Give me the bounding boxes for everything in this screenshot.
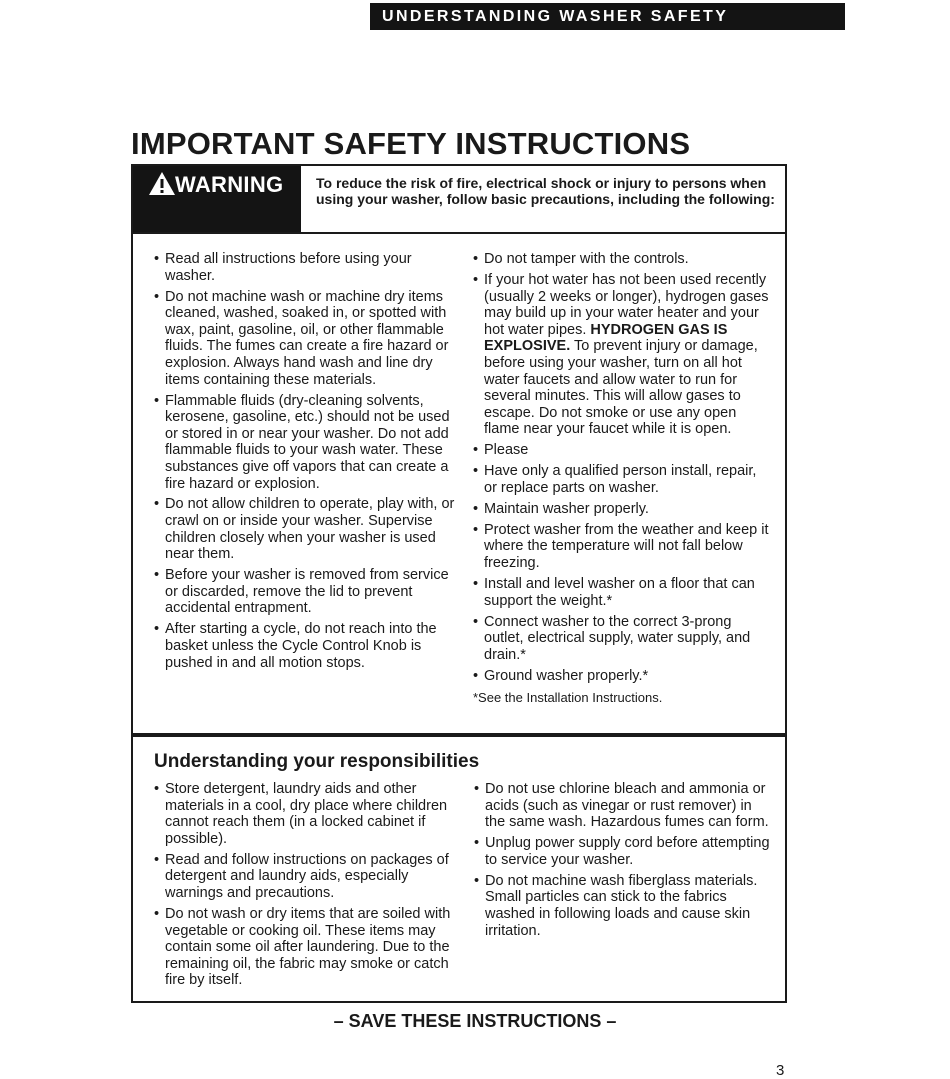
warning-box xyxy=(131,164,787,234)
item-text: If your hot water has not been used recently (usually 2 weeks or longer), hydrogen gases may build up in your water heater and your hot water pipes. xyxy=(484,271,769,338)
list-item: • Read all instructions before using your washer. xyxy=(154,251,459,284)
safety-list-right xyxy=(473,251,769,711)
section-header-bar: UNDERSTANDING WASHER SAFETY xyxy=(370,3,845,30)
list-item: • Flammable fluids (dry-cleaning solvents, kerosene, gasoline, etc.) should not be used or stored in or near your washer. Do not add flammable fluids to your wash water. These substances give off vapors that can create a fire hazard or explosion. xyxy=(154,393,459,493)
hydrogen-warning-text: HYDROGEN GAS IS EXPLOSIVE. xyxy=(484,321,728,355)
list-item: • Do not machine wash fiberglass materials. Small particles can stick to the fabrics washed in following loads and cause skin irritation. xyxy=(474,873,770,939)
warning-triangle-icon xyxy=(148,171,176,196)
installation-footnote: *See the Installation Instructions. xyxy=(473,690,663,706)
list-item: • Install and level washer on a floor that can support the weight.* xyxy=(473,576,769,609)
responsibilities-list-right xyxy=(474,781,770,944)
list-item: • Connect washer to the correct 3-prong outlet, electrical supply, water supply, and drain.* xyxy=(473,614,769,664)
list-item: • Maintain washer properly. xyxy=(473,501,769,518)
page-number: 3 xyxy=(776,1062,785,1079)
list-item: • Do not tamper with the controls. xyxy=(473,251,769,268)
safety-list-left xyxy=(154,251,459,676)
list-item: • Read and follow instructions on packages of detergent and laundry aids, especially warnings and precautions. xyxy=(154,852,454,902)
save-instructions-text: – SAVE THESE INSTRUCTIONS – xyxy=(333,1011,617,1031)
list-item: • Unplug power supply cord before attempting to service your washer. xyxy=(474,835,770,868)
list-item: • Do not allow children to operate, play with, or crawl on or inside your washer. Supervise children closely when your washer is used near them. xyxy=(154,496,459,562)
page-title: IMPORTANT SAFETY INSTRUCTIONS xyxy=(131,126,691,161)
list-item: • After starting a cycle, do not reach into the basket unless the Cycle Control Knob is pushed in and all motion stops. xyxy=(154,621,459,671)
list-item: • Do not use chlorine bleach and ammonia or acids (such as vinegar or rust remover) in the same wash. Hazardous fumes can form. xyxy=(474,781,770,831)
list-item: • Before your washer is removed from service or discarded, remove the lid to prevent accidental entrapment. xyxy=(154,567,459,617)
list-item: • Protect washer from the weather and keep it where the temperature will not fall below freezing. xyxy=(473,522,769,572)
list-item: • Do not machine wash or machine dry items cleaned, washed, soaked in, or spotted with wax, paint, gasoline, oil, or other flammable fluids. The fumes can create a fire hazard or explosion. Always hand wash and line dry items containing these materials. xyxy=(154,289,459,389)
list-item: • Ground washer properly.* xyxy=(473,668,769,685)
list-item xyxy=(473,272,769,438)
list-item: • Store detergent, laundry aids and other materials in a cool, dry place where children cannot reach them (in a locked cabinet if possible). xyxy=(154,781,454,847)
list-item: • Have only a qualified person install, repair, or replace parts on washer. xyxy=(473,463,769,496)
responsibilities-section xyxy=(131,735,787,1003)
responsibilities-list-left xyxy=(154,781,454,993)
responsibilities-title: Understanding your responsibilities xyxy=(154,751,480,772)
warning-label xyxy=(133,166,301,232)
warning-text: To reduce the risk of fire, electrical shock or injury to persons when using your washer, follow basic precautions, including the following: xyxy=(316,175,775,207)
warning-word: WARNING xyxy=(175,172,284,197)
list-item: • Do not wash or dry items that are soiled with vegetable or cooking oil. These items may contain some oil after laundering. Due to the remaining oil, the fabric may smoke or catch fire by itself. xyxy=(154,906,454,989)
safety-instructions-section xyxy=(131,234,787,735)
item-text: To prevent injury or damage, before using your washer, turn on all hot water faucets and allow water to run for several minutes. This will allow gases to escape. Do not smoke or use any open flame near your faucet while it is open. xyxy=(484,338,758,438)
list-item: • Please xyxy=(473,442,769,459)
